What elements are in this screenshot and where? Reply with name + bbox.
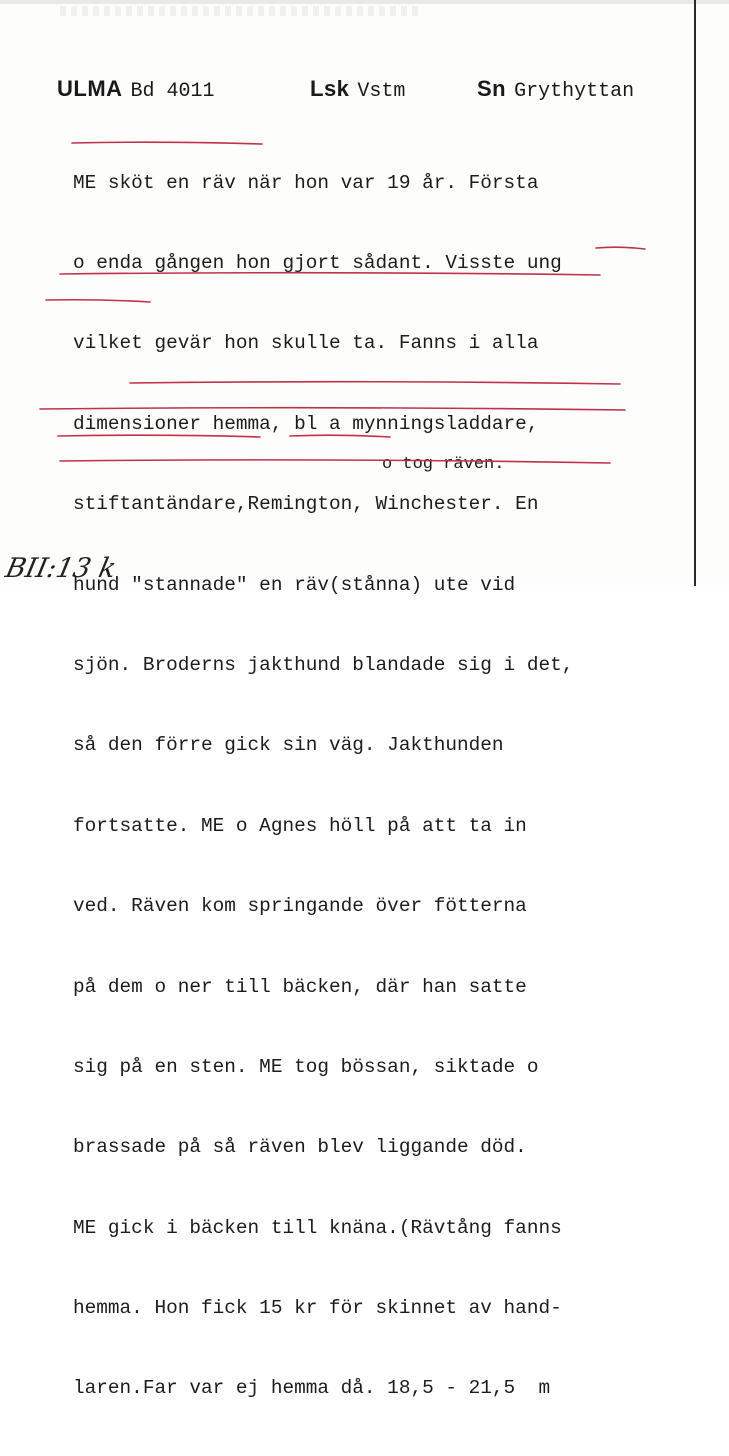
header-landskap: [310, 76, 405, 103]
archive-label: ULMA: [57, 76, 123, 101]
text-line: ME sköt en räv när hon var 19 år. Första: [73, 171, 539, 194]
card-top-edge: [0, 0, 729, 4]
sn-label: Sn: [477, 76, 507, 101]
text-line: fortsatte. ME o Agnes höll på att ta in: [73, 814, 527, 837]
text-line: vilket gevär hon skulle ta. Fanns i alla: [73, 332, 539, 355]
sn-value: Grythyttan: [514, 80, 635, 103]
lsk-value: Vstm: [357, 80, 406, 103]
text-line: dimensioner hemma, bl a mynningsladdare,: [73, 412, 539, 435]
text-line: sjön. Broderns jakthund blandade sig i det,: [73, 653, 574, 676]
text-line: sig på en sten. ME tog bössan, siktade o: [73, 1055, 539, 1078]
text-line: laren.Far var ej hemma då. 18,5 - 21,5 m: [73, 1377, 551, 1400]
record-text: [73, 116, 573, 1456]
text-line: så den förre gick sin väg. Jakthunden: [73, 734, 504, 757]
card-right-edge: [694, 0, 696, 586]
text-line: på dem o ner till bäcken, där han satte: [73, 975, 527, 998]
text-line: hund "stannade" en räv(stånna) ute vid: [73, 573, 516, 596]
lsk-label: Lsk: [310, 76, 350, 101]
header-archive: [57, 76, 215, 103]
text-line: ME gick i bäcken till knäna.(Rävtång fanns: [73, 1216, 562, 1239]
interlinear-note: o tog räven.: [382, 455, 505, 474]
underline-mark: [596, 247, 645, 249]
text-line: stiftantändare,Remington, Winchester. En: [73, 493, 539, 516]
bleed-through-text: [60, 6, 420, 16]
text-line: brassade på så räven blev liggande död.: [73, 1136, 527, 1159]
text-line: hemma. Hon fick 15 kr för skinnet av hand-: [73, 1297, 562, 1320]
handwritten-mark: BII:13 k: [2, 553, 119, 584]
text-line: ved. Räven kom springande över fötterna: [73, 895, 527, 918]
text-line: o enda gången hon gjort sådant. Visste ung: [73, 251, 562, 274]
header-socken: [477, 76, 634, 103]
archive-value: Bd 4011: [130, 80, 215, 103]
